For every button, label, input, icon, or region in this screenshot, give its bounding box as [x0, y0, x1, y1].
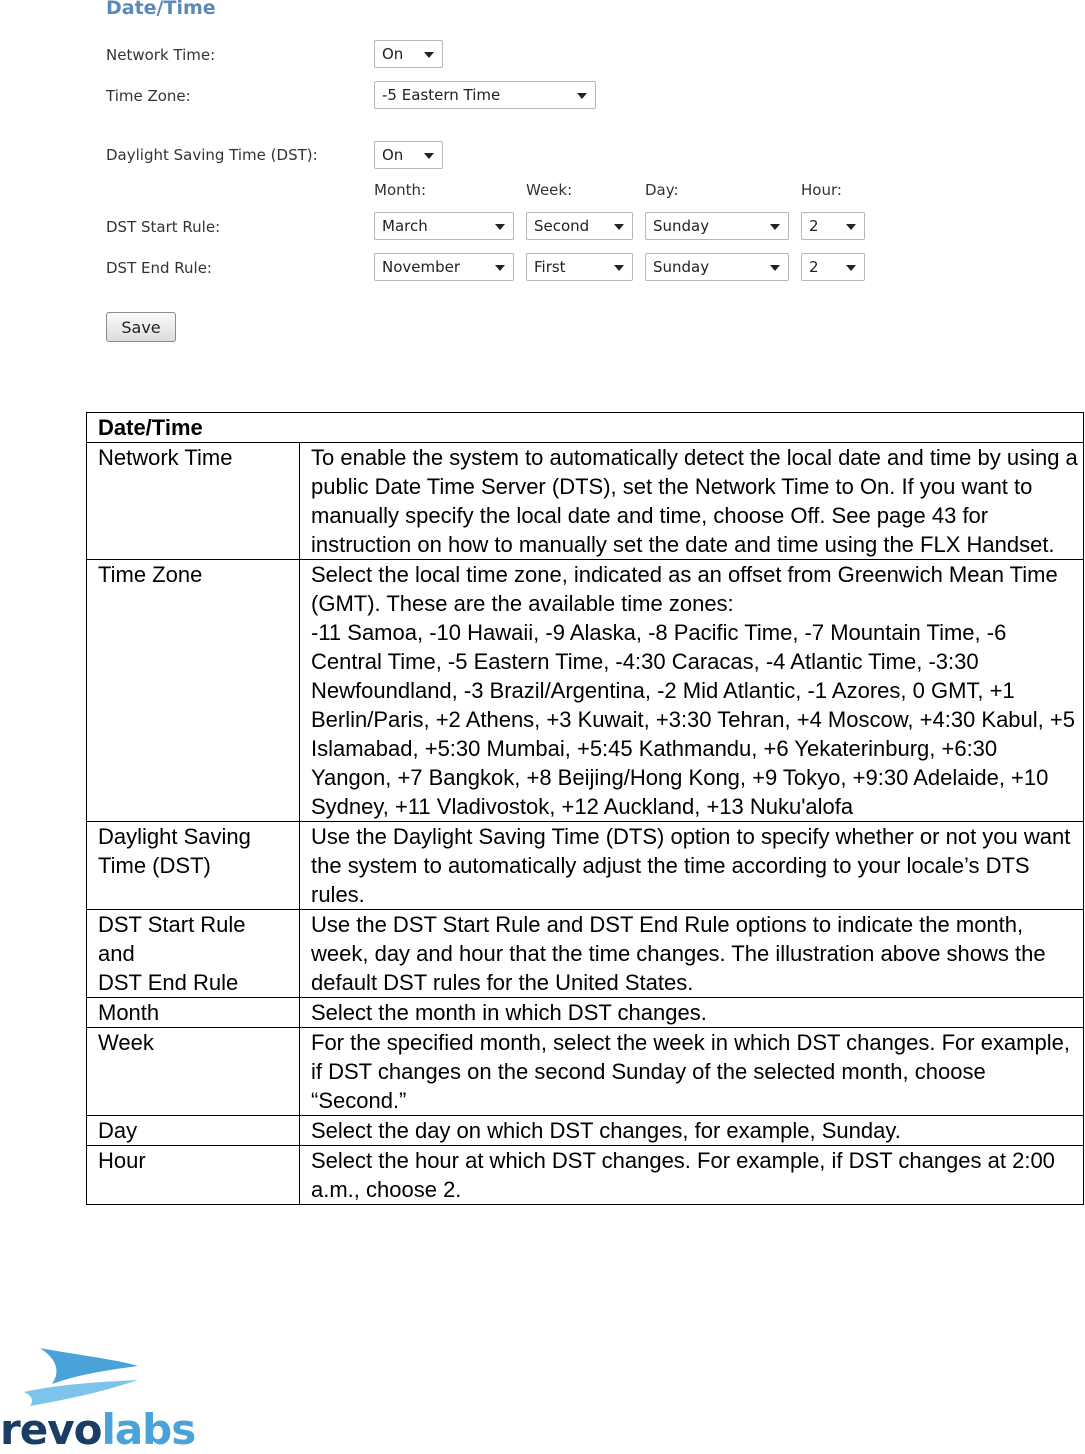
table-row — [87, 1116, 1084, 1146]
description-cell — [300, 998, 1084, 1028]
description-text: To enable the system to automatically detect the local date and time by using a public Date Time Server (DTS), set the Network Time to On. If you want to manually specify the local date and time, choose Off. See page 43 for instruction on how to manually set the date and time using the FLX Handset. — [311, 445, 1078, 557]
chevron-down-icon — [846, 224, 856, 230]
start-day-select[interactable] — [645, 212, 789, 240]
end-month-value: November — [382, 258, 461, 276]
table-row — [87, 443, 1084, 560]
start-week-value: Second — [534, 217, 590, 235]
table-row — [87, 1028, 1084, 1116]
description-cell — [300, 443, 1084, 560]
table-row — [87, 822, 1084, 910]
description-cell — [300, 822, 1084, 910]
term-cell — [87, 1028, 300, 1116]
panel-title: Date/Time — [106, 0, 216, 19]
hour-column-label: Hour: — [801, 181, 842, 199]
start-month-select[interactable] — [374, 212, 514, 240]
chevron-down-icon — [495, 265, 505, 271]
dst-end-rule-label: DST End Rule: — [106, 259, 212, 277]
term-text: Time Zone — [98, 562, 203, 587]
table-row — [87, 910, 1084, 998]
description-text: Select the hour at which DST changes. For example, if DST changes at 2:00 a.m., choose 2. — [311, 1148, 1055, 1202]
dst-label: Daylight Saving Time (DST): — [106, 146, 318, 164]
end-month-select[interactable] — [374, 253, 514, 281]
description-text: Use the Daylight Saving Time (DTS) option to specify whether or not you want the system to automatically adjust the time according to your locale’s DTS rules. — [311, 824, 1071, 907]
dst-select[interactable] — [374, 141, 443, 169]
chevron-down-icon — [577, 93, 587, 99]
term-cell — [87, 910, 300, 998]
term-cell — [87, 1146, 300, 1205]
chevron-down-icon — [424, 153, 434, 159]
chevron-down-icon — [846, 265, 856, 271]
chevron-down-icon — [424, 52, 434, 58]
end-week-select[interactable] — [526, 253, 633, 281]
logo-fin-icon — [0, 1340, 160, 1410]
term-text: Week — [98, 1030, 154, 1055]
chevron-down-icon — [495, 224, 505, 230]
start-day-value: Sunday — [653, 217, 710, 235]
description-text: Select the day on which DST changes, for example, Sunday. — [311, 1118, 901, 1143]
description-cell — [300, 1146, 1084, 1205]
time-zone-select[interactable] — [374, 81, 596, 109]
end-hour-value: 2 — [809, 258, 819, 276]
day-column-label: Day: — [645, 181, 679, 199]
start-hour-select[interactable] — [801, 212, 865, 240]
logo-wordmark — [0, 1406, 195, 1454]
description-text: For the specified month, select the week in which DST changes. For example, if DST changes on the second Sunday of the selected month, choose “Second.” — [311, 1030, 1070, 1113]
table-row — [87, 1146, 1084, 1205]
description-cell — [300, 1116, 1084, 1146]
description-cell — [300, 910, 1084, 998]
revolabs-logo — [0, 1340, 196, 1454]
start-month-value: March — [382, 217, 428, 235]
description-text: Select the month in which DST changes. — [311, 1000, 707, 1025]
term-cell — [87, 443, 300, 560]
term-text: Day — [98, 1118, 138, 1143]
table-row — [87, 998, 1084, 1028]
term-cell — [87, 1116, 300, 1146]
term-text: Network Time — [98, 445, 233, 470]
week-column-label: Week: — [526, 181, 573, 199]
start-week-select[interactable] — [526, 212, 633, 240]
start-hour-value: 2 — [809, 217, 819, 235]
network-time-label: Network Time: — [106, 46, 216, 64]
save-button[interactable]: Save — [106, 312, 176, 342]
chevron-down-icon — [614, 265, 624, 271]
network-time-select[interactable] — [374, 40, 443, 68]
chevron-down-icon — [770, 224, 780, 230]
table-header: Date/Time — [87, 413, 1084, 443]
time-zone-value: -5 Eastern Time — [382, 86, 501, 104]
description-text: Select the local time zone, indicated as an offset from Greenwich Mean Time (GMT). These are the available time zones: -11 Samoa, -10 Hawaii, -9 Alaska, -8 Pacific Time, -7 Mountain Time, -6 Central Time, -5 Eastern Time, -4:30 Caracas, -4 Atlantic Time, -3:30 Newfoundland, -3 Brazil/Argentina, -2 Mid Atlantic, -1 Azores, 0 GMT, +1 Berlin/Paris, +2 Athens, +3 Kuwait, +3:30 Tehran, +4 Moscow, +4:30 Kabul, +5 Islamabad, +5:30 Mumbai, +5:45 Kathmandu, +6 Yekaterinburg, +6:30 Yangon, +7 Bangkok, +8 Beijing/Hong Kong, +9 Tokyo, +9:30 Adelaide, +10 Sydney, +11 Vladivostok, +12 Auckland, +13 Nuku'alofa — [311, 562, 1075, 819]
term-cell — [87, 998, 300, 1028]
logo-fin-lower — [24, 1380, 138, 1406]
dst-value: On — [382, 146, 404, 164]
chevron-down-icon — [770, 265, 780, 271]
description-cell — [300, 560, 1084, 822]
description-text: Use the DST Start Rule and DST End Rule options to indicate the month, week, day and hour that the time changes. The illustration above shows the default DST rules for the United States. — [311, 912, 1046, 995]
chevron-down-icon — [614, 224, 624, 230]
date-time-settings-panel — [0, 0, 1085, 360]
end-hour-select[interactable] — [801, 253, 865, 281]
term-cell — [87, 822, 300, 910]
logo-word-revo: revo — [0, 1405, 102, 1454]
term-text: DST Start Rule and DST End Rule — [98, 912, 246, 995]
term-text: Month — [98, 1000, 160, 1025]
logo-word-labs: labs — [101, 1405, 196, 1454]
table-row — [87, 560, 1084, 822]
date-time-description-table — [86, 412, 1084, 1205]
term-text: Hour — [98, 1148, 146, 1173]
end-week-value: First — [534, 258, 566, 276]
term-cell — [87, 560, 300, 822]
term-text: Daylight Saving Time (DST) — [98, 824, 251, 878]
end-day-value: Sunday — [653, 258, 710, 276]
table-header-row — [87, 413, 1084, 443]
end-day-select[interactable] — [645, 253, 789, 281]
description-cell — [300, 1028, 1084, 1116]
dst-start-rule-label: DST Start Rule: — [106, 218, 221, 236]
logo-fin-upper — [40, 1348, 138, 1384]
network-time-value: On — [382, 45, 404, 63]
time-zone-label: Time Zone: — [106, 87, 191, 105]
month-column-label: Month: — [374, 181, 427, 199]
